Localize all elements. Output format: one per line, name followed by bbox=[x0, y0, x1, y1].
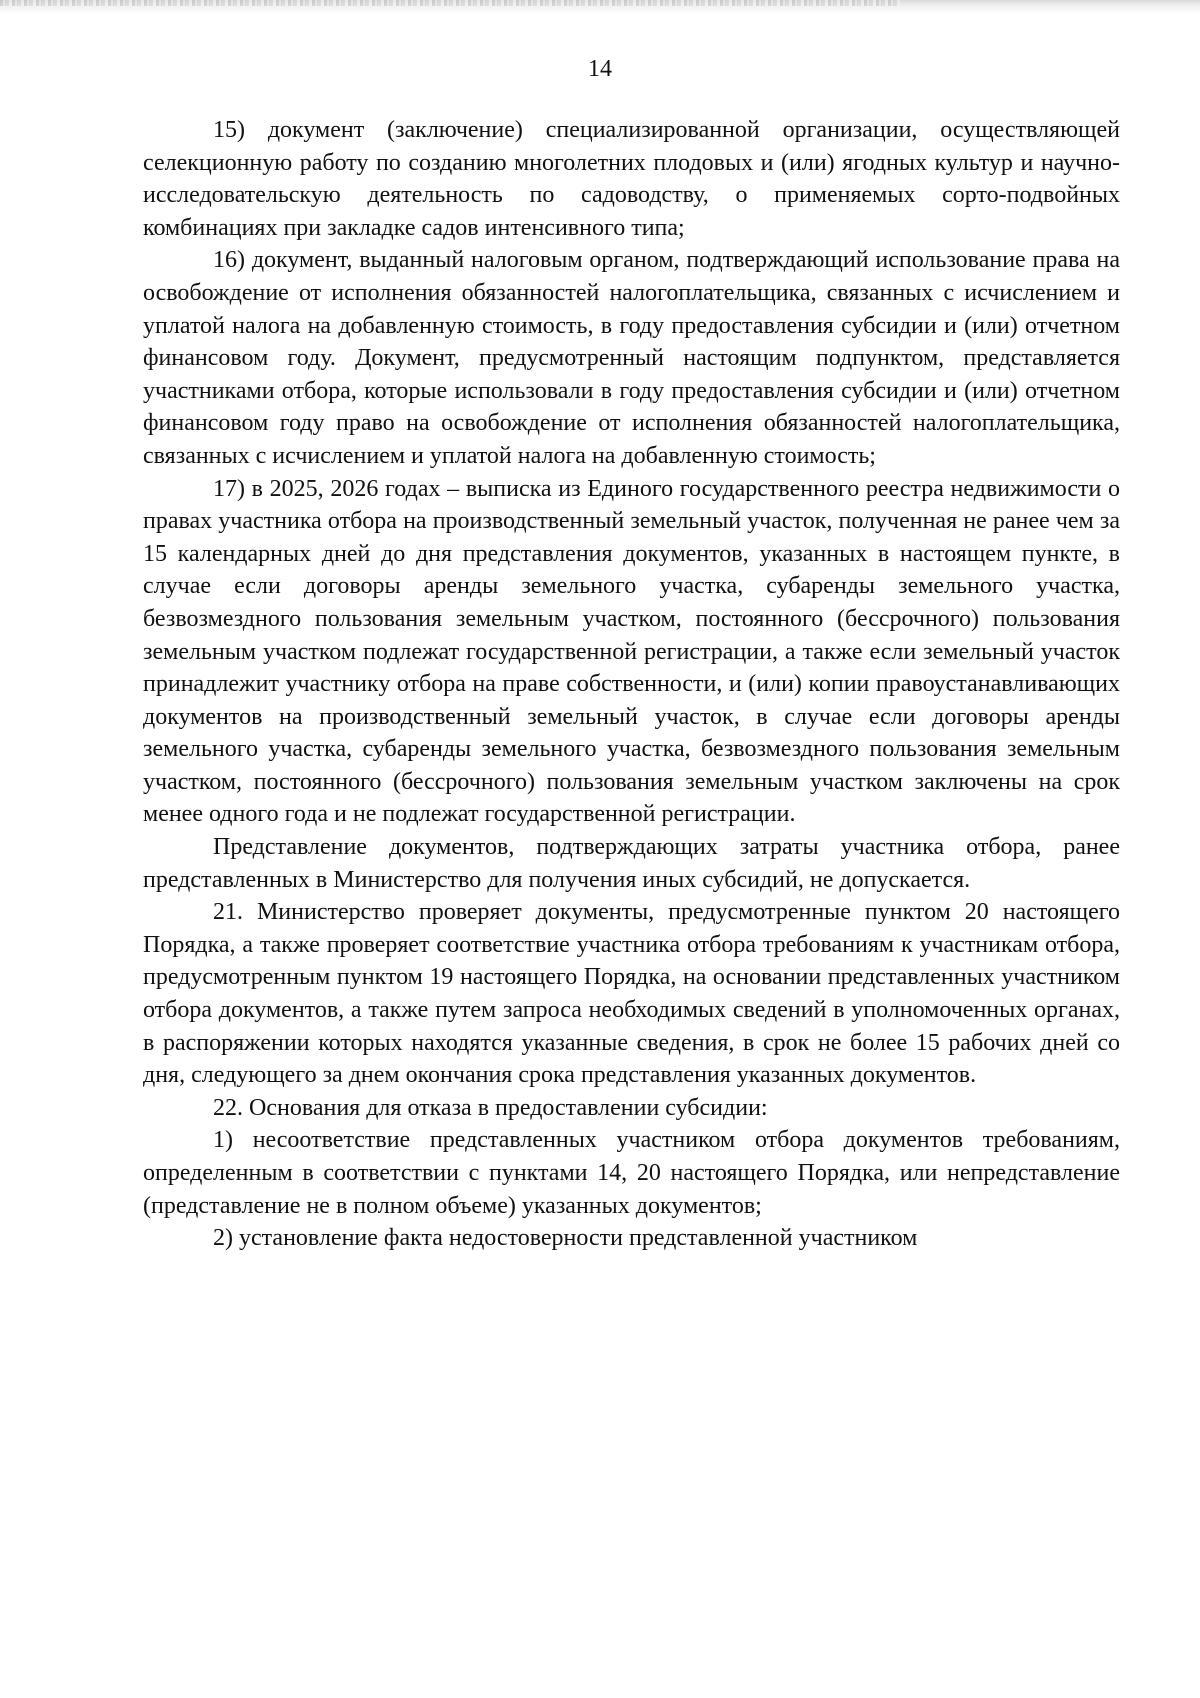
document-body bbox=[143, 114, 1120, 1255]
paragraph-clause-21: 21. Министерство проверяет документы, предусмотренные пунктом 20 настоящего Порядка, а также проверяет соответствие участника отбора требованиям к участникам отбора, предусмотренным пунктом 19 настоящего Порядка, на основании представленных участником отбора документов, а также путем запроса необходимых сведений в уполномоченных органах, в распоряжении которых находятся указанные сведения, в срок не более 15 рабочих дней со дня, следующего за днем окончания срока представления указанных документов. bbox=[143, 899, 1120, 1089]
paragraph-item-17: 17) в 2025, 2026 годах – выписка из Единого государственного реестра недвижимости о правах участника отбора на производственный земельный участок, полученная не ранее чем за 15 календарных дней до дня представления документов, указанных в настоящем пункте, в случае если договоры аренды земельного участка, субаренды земельного участка, безвозмездного пользования земельным участком, постоянного (бессрочного) пользования земельным участком подлежат государственной регистрации, а также если земельный участок принадлежит участнику отбора на праве собственности, и (или) копии правоустанавливающих документов на производственный земельный участок, в случае если договоры аренды земельного участка, субаренды земельного участка, безвозмездного пользования земельным участком, постоянного (бессрочного) пользования земельным участком заключены на срок менее одного года и не подлежат государственной регистрации. bbox=[143, 475, 1120, 828]
paragraph-clause-22-heading: 22. Основания для отказа в предоставлении субсидии: bbox=[213, 1094, 768, 1121]
paragraph-duplicate-documents: Представление документов, подтверждающих затраты участника отбора, ранее представленных в Министерство для получения иных субсидий, не допускается. bbox=[143, 834, 1120, 893]
paragraph-item-16: 16) документ, выданный налоговым органом, подтверждающий использование права на освобождение от исполнения обязанностей налогоплательщика, связанных с исчислением и уплатой налога на добавленную стоимость, в году предоставления субсидии и (или) отчетном финансовом году. Документ, предусмотренный настоящим подпунктом, представляется участниками отбора, которые использовали в году предоставления субсидии и (или) отчетном финансовом году право на освобождение от исполнения обязанностей налогоплательщика, связанных с исчислением и уплатой налога на добавленную стоимость; bbox=[143, 247, 1120, 469]
page-number: 14 bbox=[588, 56, 612, 82]
paragraph-item-15: 15) документ (заключение) специализированной организации, осуществляющей селекционную работу по созданию многолетних плодовых и (или) ягодных культур и научно-исследовательскую деятельность по садоводству, о применяемых сорто-подвойных комбинациях при закладке садов интенсивного типа; bbox=[143, 117, 1120, 241]
scan-edge-artifact bbox=[0, 0, 1200, 14]
paragraph-clause-22-item-2: 2) установление факта недостоверности представленной участником bbox=[213, 1225, 918, 1252]
paragraph-clause-22-item-1: 1) несоответствие представленных участником отбора документов требованиям, определенным в соответствии с пунктами 14, 20 настоящего Порядка, или непредставление (представление не в полном объеме) указанных документов; bbox=[143, 1127, 1120, 1219]
